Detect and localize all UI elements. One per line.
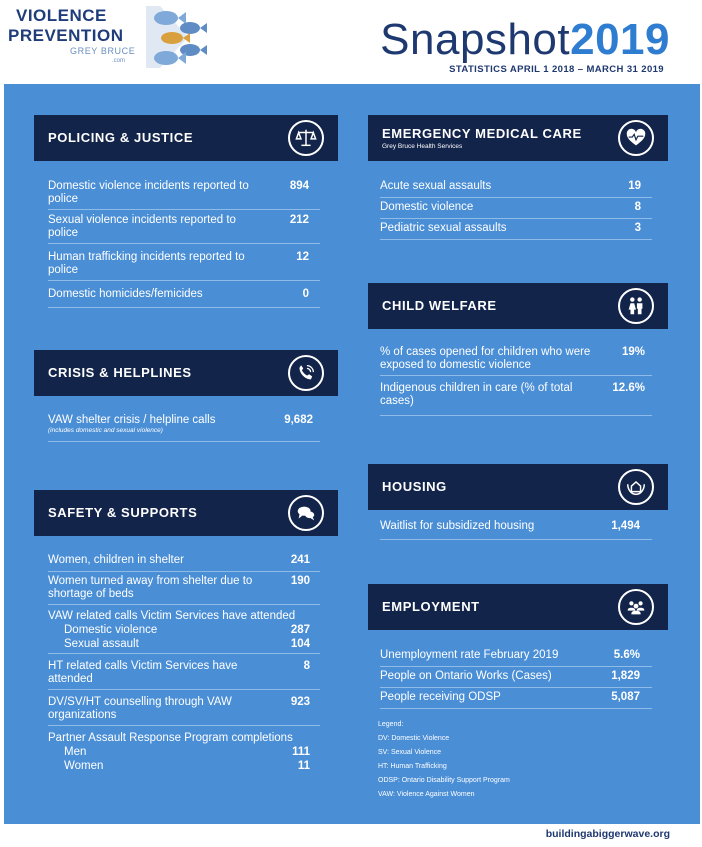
stat-row [48,214,320,244]
house-hands-icon [618,469,654,505]
stat-value: 1,494 [611,520,640,532]
stat-row [380,691,652,709]
section-title: HOUSING [382,479,447,494]
stat-sublabel: Women [64,760,104,772]
stat-row [380,201,652,219]
stat-value: 5,087 [611,691,640,703]
legend-title: Legend: [378,721,404,728]
employment-header [368,584,668,630]
stat-label: Domestic violence incidents reported to police [48,180,249,205]
emergency-medical-header [368,115,668,161]
stat-value: 923 [290,696,310,708]
stat-value: 894 [289,180,309,192]
stat-value: 9,682 [284,414,313,426]
stat-row [48,414,320,442]
page-subtitle: STATISTICS APRIL 1 2018 – MARCH 31 2019 [449,64,664,75]
section-subtitle: Grey Bruce Health Services [382,143,463,150]
stat-group [48,610,320,654]
stat-label: Partner Assault Response Program completions [48,732,293,744]
stat-label: Indigenous children in care (% of total cases) [380,382,573,407]
stat-value: 111 [292,746,310,758]
stat-label: % of cases opened for children who were exposed to domestic violence [380,346,591,371]
stat-value: 8 [303,660,310,672]
stat-label: DV/SV/HT counselling through VAW organizations [48,696,232,721]
stat-value: 12.6% [612,382,645,394]
legend-item: SV: Sexual Violence [378,749,442,756]
stat-group [48,732,320,776]
stat-value: 241 [290,554,310,566]
stat-value: 12 [296,251,309,263]
section-title: CRISIS & HELPLINES [48,365,192,380]
stat-label: Acute sexual assaults [380,180,492,192]
policing-justice-header [34,115,338,161]
people-group-icon [618,589,654,625]
stat-label: Women turned away from shelter due to shortage of beds [48,575,253,600]
title-year: 2019 [570,15,670,64]
section-title: CHILD WELFARE [382,298,497,313]
fish-logo-icon [146,4,208,70]
stat-value: 5.6% [613,649,640,661]
stat-value: 19 [628,180,641,192]
stat-value: 3 [634,222,641,234]
title-word: Snapshot [380,15,571,64]
housing-header [368,464,668,510]
stat-sublabel: Men [64,746,87,758]
stat-value: 104 [290,638,310,650]
stat-sublabel: Sexual assault [64,638,139,650]
stat-row [48,696,320,726]
stat-value: 190 [290,575,310,587]
stat-label: Waitlist for subsidized housing [380,520,535,532]
legend-item: ODSP: Ontario Disability Support Program [378,777,510,784]
stat-value: 287 [290,624,310,636]
stat-label: Unemployment rate February 2019 [380,649,559,661]
stat-value: 11 [297,760,310,772]
crisis-helplines-header [34,350,338,396]
stat-label: HT related calls Victim Services have attended [48,660,238,685]
stat-note: (includes domestic and sexual violence) [48,427,163,434]
stat-value: 1,829 [611,670,640,682]
legend [378,718,510,802]
stat-row [380,346,652,376]
stat-row [380,382,652,416]
stat-label [48,414,278,435]
footer-url[interactable]: buildingabiggerwave.org [545,828,670,840]
stat-label: Human trafficking incidents reported to police [48,251,245,276]
stat-row [48,554,320,572]
section-title: EMERGENCY MEDICAL CARE [382,126,582,141]
stat-row [48,660,320,690]
stat-value: 8 [634,201,641,213]
section-title: SAFETY & SUPPORTS [48,505,198,520]
stat-label: Domestic homicides/femicides [48,288,203,300]
stat-row [380,520,652,540]
stat-label: Pediatric sexual assaults [380,222,507,234]
stats-panel [4,84,700,824]
logo [4,2,204,72]
stat-row [48,251,320,281]
child-welfare-header [368,283,668,329]
stat-label: Domestic violence [380,201,474,213]
stat-label: People on Ontario Works (Cases) [380,670,552,682]
legend-item: HT: Human Trafficking [378,763,447,770]
stat-row [380,222,652,240]
safety-supports-header [34,490,338,536]
scales-of-justice-icon [288,120,324,156]
stat-label: Women, children in shelter [48,554,184,566]
legend-item: VAW: Violence Against Women [378,791,475,798]
stat-row [380,649,652,667]
children-icon [618,288,654,324]
stat-row [48,575,320,605]
logo-line-prevention: PREVENTION [8,26,124,45]
stat-row [380,180,652,198]
logo-line-domain: .com [112,58,126,64]
stat-row [48,180,320,210]
section-title: POLICING & JUSTICE [48,130,194,145]
stat-label: Sexual violence incidents reported to police [48,214,236,239]
stat-label: People receiving ODSP [380,691,501,703]
stat-sublabel: Domestic violence [64,624,158,636]
stat-value: 212 [289,214,309,226]
page-title [380,15,670,64]
logo-line-grey-bruce: GREY BRUCE [70,46,136,56]
stat-row [380,670,652,688]
stat-row [48,288,320,308]
legend-item: DV: Domestic Violence [378,735,450,742]
stat-label: VAW related calls Victim Services have attended [48,610,296,622]
section-title: EMPLOYMENT [382,599,480,614]
stat-label-text: VAW shelter crisis / helpline calls [48,414,216,426]
speech-bubbles-icon [288,495,324,531]
phone-icon [288,355,324,391]
logo-line-violence: VIOLENCE [16,6,107,25]
stat-value: 0 [302,288,309,300]
heart-icon [618,120,654,156]
stat-value: 19% [621,346,645,358]
